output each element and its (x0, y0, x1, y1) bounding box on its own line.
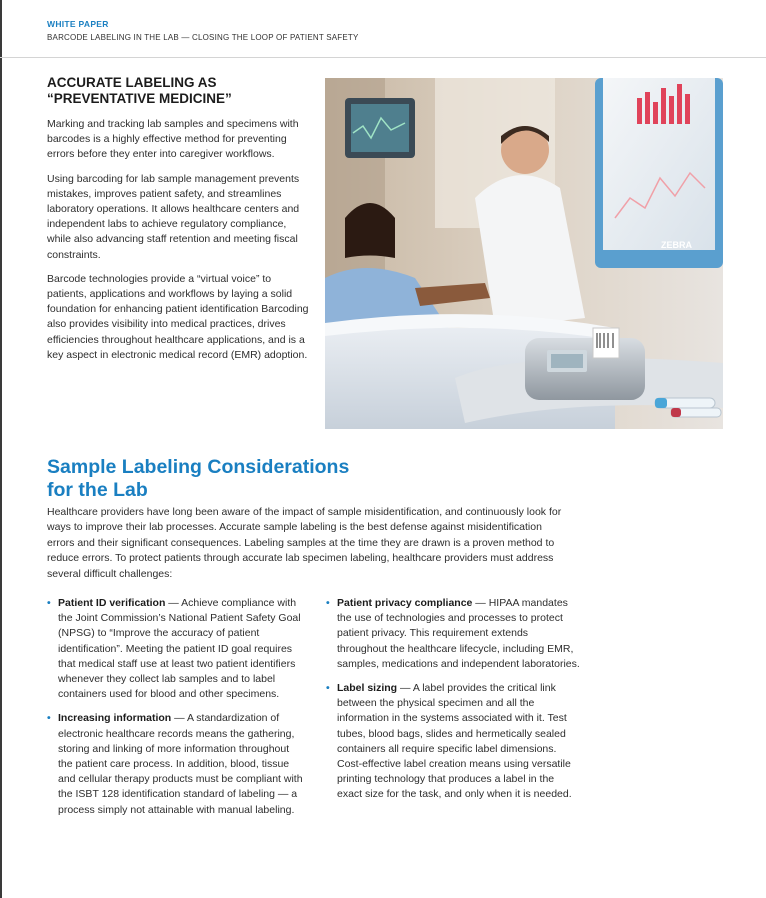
list-item (47, 711, 305, 817)
paragraph: Barcode technologies provide a “virtual voice” to patients, applications and workflows by laying a solid foundation for enhancing patient identification Barcoding also provides visibility into medical practices, drives efficiencies throughout healthcare applications, and is a key aspect in electronic medical record (EMR) adoption. (47, 272, 309, 361)
bullet-icon: • (47, 712, 51, 725)
page-left-rule (0, 0, 2, 898)
paragraph: Using barcoding for lab sample management prevents mistakes, improves patient safety, and streamlines laboratory operations. It allows healthcare centers and independent labs to achieve regulatory compliance, while also advancing staff retention and meeting fiscal constraints. (47, 172, 300, 261)
section-accurate-labeling (47, 75, 309, 372)
header-divider (0, 57, 766, 58)
bullet-term: Patient privacy compliance (337, 597, 473, 609)
hospital-photo (325, 78, 723, 429)
hospital-scene-illustration (325, 78, 723, 429)
monitor-logo: ZEBRA (661, 240, 692, 250)
bullet-text: — A label provides the critical link between the physical specimen and all the information in the systems associated with it. Test tubes, blood bags, slides and hermetically sealed containers all require specific label dimensions. Cost-effective label creation means using versatile printing technology that produces a label in the exact size for the task, and only when it is needed. (337, 682, 572, 801)
bullet-term: Label sizing (337, 682, 398, 695)
bullet-text: — A standardization of electronic healthcare records means the gathering, storing and linking of more information throughout the patient care process. In addition, blood, tissue and cellular therapy products must be compliant with the ISBT 128 identification standard of labeling — a process simply not attainable with manual labeling. (58, 712, 303, 816)
bullet-term: Increasing information (58, 712, 172, 725)
heading-line-2: “PREVENTATIVE MEDICINE” (47, 91, 232, 106)
bullet-icon: • (47, 597, 51, 609)
considerations-list-right (326, 596, 581, 812)
heading-line-1: ACCURATE LABELING AS (47, 75, 217, 90)
bullet-term: Patient ID verification (58, 597, 166, 609)
title-line-2: for the Lab (47, 479, 148, 501)
section-title (47, 456, 349, 502)
list-item (326, 596, 581, 672)
document-type-label: WHITE PAPER (47, 19, 109, 29)
bullet-text: — Achieve compliance with the Joint Commission’s National Patient Safety Goal (NPSG) to “Improve the accuracy of patient identification”. Meeting the patient ID goal requires that medical staff use at least two patient identifiers whenever they collect lab samples and to label containers used for blood and other specimens. (58, 597, 301, 701)
bullet-text: — HIPAA mandates the use of technologies and processes to protect patient privacy. This requirement extends throughout the healthcare lifecycle, including EMR, samples, medications and independent laboratories. (337, 597, 580, 670)
bullet-icon: • (326, 597, 330, 609)
bullet-icon: • (326, 682, 330, 695)
section-heading (47, 75, 309, 107)
list-item (47, 596, 305, 702)
title-line-1: Sample Labeling Considerations (47, 456, 350, 478)
list-item (326, 681, 581, 803)
paragraph: Marking and tracking lab samples and specimens with barcodes is a highly effective method for preventing errors before they enter into caregiver workflows. (47, 118, 299, 161)
document-subtitle: BARCODE LABELING IN THE LAB — CLOSING THE LOOP OF PATIENT SAFETY (47, 33, 359, 42)
considerations-list-left (47, 596, 305, 827)
intro-paragraph: Healthcare providers have long been aware of the impact of sample misidentification, and continuously look for ways to improve their lab processes. Accurate sample labeling is the best defense against misidentification errors and their significant consequences. Labeling samples at the time they are drawn is a proven method to reduce errors. To protect patients through accurate lab specimen labeling, healthcare providers must address several difficult challenges: (47, 506, 562, 580)
